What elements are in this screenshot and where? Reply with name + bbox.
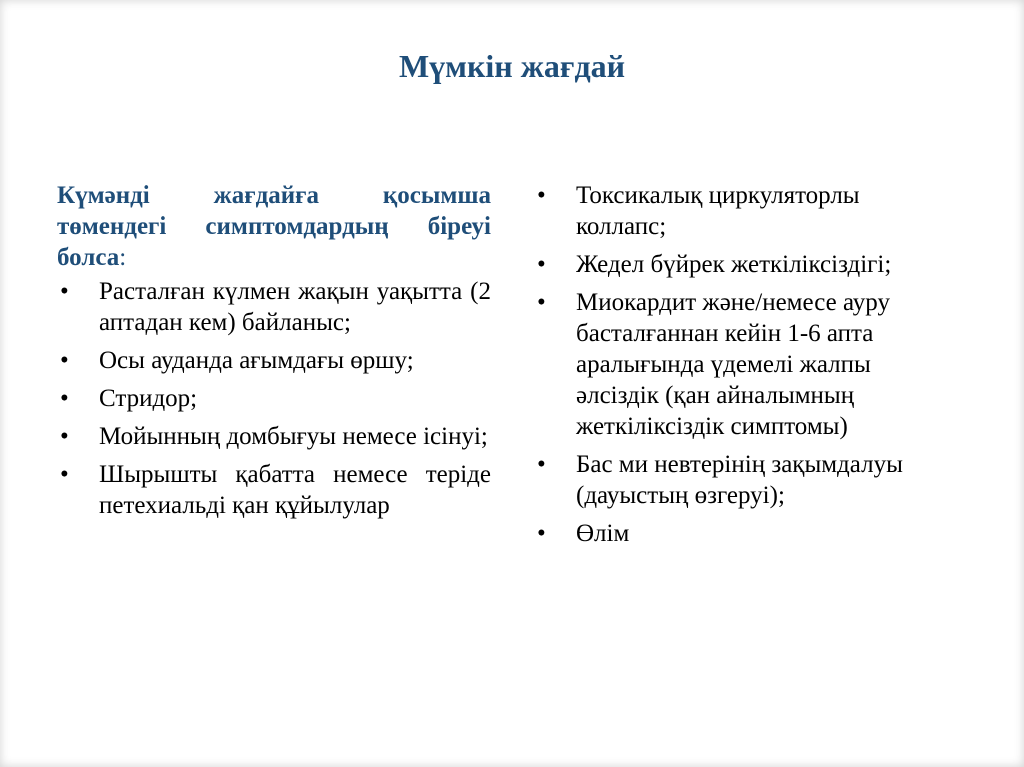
- right-bullet-list: [534, 180, 954, 549]
- left-column: [57, 180, 491, 528]
- list-item: [534, 287, 954, 442]
- list-item-text: Стридор;: [99, 385, 198, 412]
- left-intro-text: Күмәнді жағдайға қосымша төмендегі симптомдардың біреуі болса: [57, 182, 491, 271]
- left-bullet-list: [57, 276, 491, 521]
- list-item-text: Бас ми невтерінің зақымдалуы (дауыстың өзгеруі);: [576, 451, 903, 509]
- bullet-icon: •: [60, 423, 69, 450]
- list-item-text: Шырышты қабатта немесе теріде петехиальді қан құйылулар: [99, 461, 491, 519]
- list-item: [57, 421, 491, 452]
- list-item-text: Жедел бүйрек жеткіліксіздігі;: [576, 251, 892, 278]
- list-item: [57, 276, 491, 338]
- list-item: [534, 249, 954, 280]
- bullet-icon: •: [537, 251, 546, 278]
- left-intro: [57, 180, 491, 273]
- bullet-icon: •: [60, 347, 69, 374]
- bullet-icon: •: [60, 385, 69, 412]
- list-item-text: Расталған күлмен жақын уақытта (2 аптадан кем) байланыс;: [99, 278, 491, 336]
- list-item: [57, 383, 491, 414]
- bullet-icon: •: [60, 278, 69, 305]
- bullet-icon: •: [537, 451, 546, 478]
- bullet-icon: •: [60, 461, 69, 488]
- list-item-text: Токсикалық циркуляторлы коллапс;: [576, 182, 860, 240]
- list-item: [57, 345, 491, 376]
- list-item: [534, 449, 954, 511]
- list-item: [534, 180, 954, 242]
- list-item-text: Мойынның домбығуы немесе ісінуі;: [99, 423, 488, 450]
- left-intro-colon: :: [119, 244, 127, 271]
- list-item-text: Миокардит және/немесе ауру басталғаннан кейін 1-6 апта аралығында үдемелі жалпы әлсіздік (қан айналымның жеткіліксіздік симптомы): [576, 289, 890, 440]
- list-item-text: Өлім: [576, 520, 630, 547]
- right-column: [534, 180, 954, 556]
- list-item: [57, 459, 491, 521]
- bullet-icon: •: [537, 520, 546, 547]
- list-item: [534, 518, 954, 549]
- list-item-text: Осы ауданда ағымдағы өршу;: [99, 347, 414, 374]
- slide-title: Мүмкін жағдай: [398, 48, 626, 84]
- bullet-icon: •: [537, 182, 546, 209]
- bullet-icon: •: [537, 289, 546, 316]
